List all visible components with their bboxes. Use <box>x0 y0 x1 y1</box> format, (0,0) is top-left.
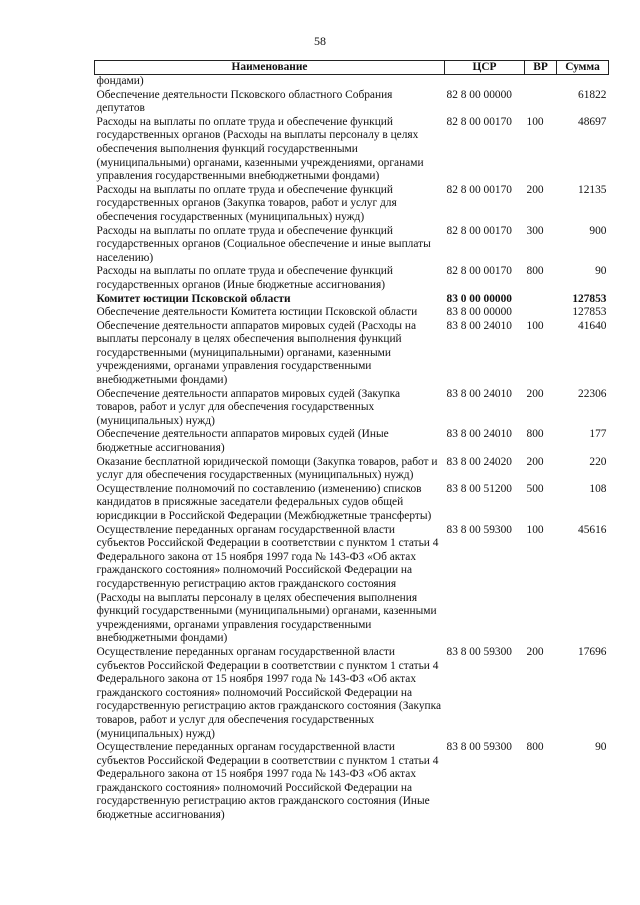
column-header-sum: Сумма <box>557 61 609 75</box>
cell-name: Обеспечение деятельности аппаратов мировых судей (Закупка товаров, работ и услуг для обеспечения государственных (муниципальных) нужд) <box>96 387 401 427</box>
cell-name: Расходы на выплаты по оплате труда и обеспечение функций государственных органов (Социальное обеспечение и иные выплаты населению) <box>96 224 431 264</box>
cell-csr: 82 8 00 00170 <box>446 265 512 278</box>
cell-sum: 177 <box>589 428 607 441</box>
cell-sum <box>557 75 609 89</box>
table-row <box>95 646 609 741</box>
table-row <box>95 456 609 483</box>
budget-table <box>94 60 609 823</box>
cell-csr: 83 8 00 24010 <box>446 387 512 400</box>
cell-sum: 48697 <box>578 115 607 128</box>
cell-sum: 41640 <box>578 319 607 332</box>
column-header-csr: ЦСР <box>445 61 525 75</box>
table-row <box>95 75 609 89</box>
cell-name: Осуществление переданных органам государственной власти субъектов Российской Федерации в соответствии с пунктом 1 статьи 4 Федерального закона от 15 ноября 1997 года № 143-ФЗ «Об актах гражданского состояния» полномочий Российской Федерации на государственную регистрацию актов гражданского состояния (Закупка товаров, работ и услуг для обеспечения государственных (муниципальных) нужд) <box>96 645 442 740</box>
cell-vr <box>525 293 557 307</box>
cell-sum: 90 <box>595 741 607 754</box>
cell-vr: 800 <box>526 741 544 754</box>
cell-csr: 83 8 00 59300 <box>446 523 512 536</box>
cell-sum: 127853 <box>572 306 607 319</box>
cell-name: фондами) <box>96 75 144 87</box>
table-row <box>95 483 609 524</box>
cell-vr <box>525 306 557 320</box>
cell-csr <box>445 75 525 89</box>
table-row <box>95 184 609 225</box>
cell-name: Комитет юстиции Псковской области <box>96 292 291 305</box>
cell-vr: 200 <box>526 455 544 468</box>
cell-sum: 45616 <box>578 523 607 536</box>
table-row <box>95 116 609 184</box>
cell-csr: 82 8 00 00000 <box>446 88 512 101</box>
table-row <box>95 428 609 455</box>
page-number: 58 <box>314 34 326 48</box>
cell-name: Осуществление полномочий по составлению (изменению) списков кандидатов в присяжные заседатели федеральных судов общей юрисдикции в Российской Федерации (Межбюджетные трансферты) <box>96 482 432 522</box>
cell-sum: 220 <box>589 455 607 468</box>
cell-name: Осуществление переданных органам государственной власти субъектов Российской Федерации в соответствии с пунктом 1 статьи 4 Федерального закона от 15 ноября 1997 года № 143-ФЗ «Об актах гражданского состояния» полномочий Российской Федерации на государственную регистрацию актов гражданского состояния (Расходы на выплаты персоналу в целях обеспечения выполнения функций государственными (муниципальными) органами, казенными учреждениями, органами управления государственными внебюджетными фондами) <box>96 523 439 645</box>
cell-vr: 100 <box>526 319 544 332</box>
cell-vr: 500 <box>526 482 544 495</box>
cell-vr: 800 <box>526 265 544 278</box>
table-row <box>95 524 609 646</box>
table-header-row <box>95 61 609 75</box>
table-row <box>95 320 609 388</box>
table-row <box>95 89 609 116</box>
cell-vr: 200 <box>526 183 544 196</box>
cell-name: Оказание бесплатной юридической помощи (Закупка товаров, работ и услуг для обеспечения государственных (муниципальных) нужд) <box>96 455 438 482</box>
column-header-vr: ВР <box>525 61 557 75</box>
cell-sum: 22306 <box>578 387 607 400</box>
cell-csr: 83 8 00 51200 <box>446 482 512 495</box>
table-row <box>95 388 609 429</box>
cell-name: Обеспечение деятельности Комитета юстиции Псковской области <box>96 306 418 319</box>
cell-name: Обеспечение деятельности аппаратов мировых судей (Иные бюджетные ассигнования) <box>96 428 389 455</box>
cell-vr: 200 <box>526 645 544 658</box>
table-row <box>95 306 609 320</box>
cell-name: Обеспечение деятельности Псковского областного Собрания депутатов <box>96 88 393 115</box>
cell-vr: 300 <box>526 224 544 237</box>
cell-csr: 83 8 00 00000 <box>446 306 512 319</box>
cell-sum: 17696 <box>578 645 607 658</box>
cell-csr: 83 8 00 24020 <box>446 455 512 468</box>
cell-sum: 127853 <box>572 292 607 305</box>
cell-sum: 900 <box>589 224 607 237</box>
cell-vr <box>525 89 557 116</box>
table-body <box>95 75 609 823</box>
cell-csr: 83 0 00 00000 <box>446 292 512 305</box>
cell-csr: 83 8 00 24010 <box>446 319 512 332</box>
cell-csr: 83 8 00 59300 <box>446 741 512 754</box>
cell-sum: 12135 <box>578 183 607 196</box>
cell-name: Осуществление переданных органам государственной власти субъектов Российской Федерации в соответствии с пунктом 1 статьи 4 Федерального закона от 15 ноября 1997 года № 143-ФЗ «Об актах гражданского состояния» полномочий Российской Федерации на государственную регистрацию актов гражданского состояния (Иные бюджетные ассигнования) <box>96 741 439 822</box>
table-row <box>95 741 609 823</box>
column-header-name: Наименование <box>95 61 445 75</box>
table-row <box>95 293 609 307</box>
cell-sum: 90 <box>595 265 607 278</box>
cell-csr: 82 8 00 00170 <box>446 224 512 237</box>
cell-vr: 100 <box>526 523 544 536</box>
table-row <box>95 265 609 292</box>
cell-sum: 61822 <box>578 88 607 101</box>
cell-vr: 100 <box>526 115 544 128</box>
cell-csr: 82 8 00 00170 <box>446 115 512 128</box>
cell-name: Расходы на выплаты по оплате труда и обеспечение функций государственных органов (Расходы на выплаты персоналу в целях обеспечения выполнения функций государственными (муниципальными) органами, казенными учреждениями, органами управления государственными внебюджетными фондами) <box>96 115 424 183</box>
cell-name: Обеспечение деятельности аппаратов мировых судей (Расходы на выплаты персоналу в целях обеспечения выполнения функций государственными (муниципальными) органами, казенными учреждениями, органами управления государственными внебюджетными фондами) <box>96 319 417 387</box>
cell-vr: 200 <box>526 387 544 400</box>
cell-name: Расходы на выплаты по оплате труда и обеспечение функций государственных органов (Закупка товаров, работ и услуг для обеспечения государственных (муниципальных) нужд) <box>96 183 397 223</box>
cell-vr: 800 <box>526 428 544 441</box>
cell-vr <box>525 75 557 89</box>
table-row <box>95 225 609 266</box>
cell-csr: 82 8 00 00170 <box>446 183 512 196</box>
cell-csr: 83 8 00 59300 <box>446 645 512 658</box>
cell-csr: 83 8 00 24010 <box>446 428 512 441</box>
cell-name: Расходы на выплаты по оплате труда и обеспечение функций государственных органов (Иные бюджетные ассигнования) <box>96 265 393 291</box>
cell-sum: 108 <box>589 482 607 495</box>
